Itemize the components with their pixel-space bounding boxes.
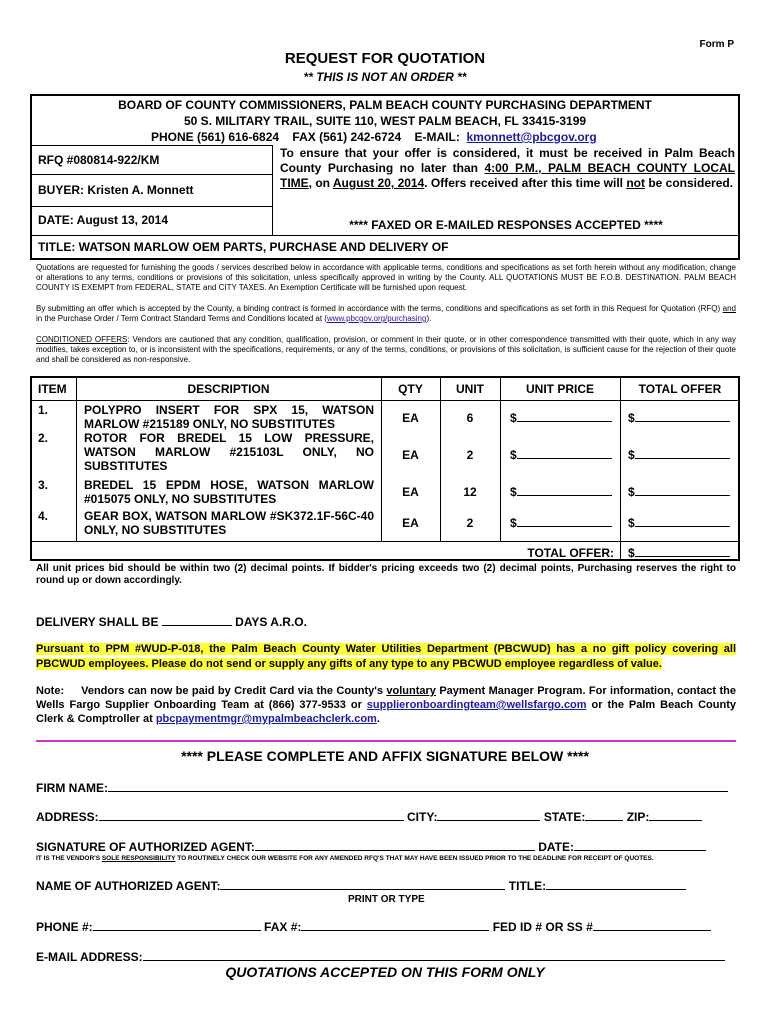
table-row-qty: EA <box>402 485 419 499</box>
divider <box>30 206 272 207</box>
rfq-number: RFQ #080814-922/KM <box>38 153 160 167</box>
total-offer-input[interactable]: $ <box>628 448 730 462</box>
col-divider <box>500 376 501 541</box>
rfq-title: TITLE: WATSON MARLOW OEM PARTS, PURCHASE AND DELIVERY OF <box>38 240 449 254</box>
header-unit-price: UNIT PRICE <box>525 382 594 396</box>
col-divider <box>76 376 77 541</box>
header-qty: QTY <box>398 382 423 396</box>
table-row-item: 2. <box>38 431 49 445</box>
email-address-field[interactable]: E-MAIL ADDRESS: <box>36 950 725 964</box>
not-an-order-subtitle: ** THIS IS NOT AN ORDER ** <box>303 70 467 84</box>
fax-field[interactable]: FAX #: <box>264 920 302 934</box>
phone-field[interactable]: PHONE #: FAX #: FED ID # OR SS # <box>36 920 711 934</box>
table-row-item: 1. <box>38 403 49 417</box>
form-label: Form P <box>699 39 734 50</box>
table-row-description: BREDEL 15 EPDM HOSE, WATSON MARLOW #015075 ONLY, NO SUBSTITUTES <box>84 478 374 506</box>
contract-paragraph: By submitting an offer which is accepted by the County, a binding contract is formed in accordance with the terms, conditions and specifications as set forth in this Request for Quotation (RFQ) and in the Purchase Order / Term Contract Standard Terms and Conditions located at (www.pbcgov.org/purchasing). <box>36 304 736 323</box>
rfq-date: DATE: August 13, 2014 <box>38 213 169 227</box>
title-field[interactable]: TITLE: <box>508 879 547 893</box>
email-link[interactable]: kmonnett@pbcgov.org <box>466 130 597 144</box>
unit-price-input[interactable]: $ <box>510 411 612 425</box>
email-label: E-MAIL: <box>414 130 460 144</box>
table-row-unit: 2 <box>466 516 474 530</box>
signature-heading: **** PLEASE COMPLETE AND AFFIX SIGNATURE BELOW **** <box>181 748 589 764</box>
vendor-responsibility-note: IT IS THE VENDOR'S SOLE RESPONSIBILITY TO ROUTINELY CHECK OUR WEBSITE FOR ANY AMENDED RFQ'S THAT MAY HAVE BEEN ISSUED PRIOR TO THE DEADLINE FOR RECEIPT OF QUOTES. <box>36 855 654 862</box>
terms-paragraph: Quotations are requested for furnishing the goods / services described below in accordance with applicable terms, conditions and specifications as set forth herein without any modification, change or alterations to any terms, conditions or provisions of this solicitation, unless specifically approved in writing by the County. ALL QUOTATIONS MUST BE F.O.B. DESTINATION. PALM BEACH COUNTY IS EXEMPT from FEDERAL, STATE and CITY TAXES. An Exemption Certificate will be furnished upon request. <box>36 263 736 292</box>
header-description: DESCRIPTION <box>187 382 270 396</box>
address-field[interactable]: ADDRESS: CITY: STATE: ZIP: <box>36 810 702 824</box>
table-row-description: GEAR BOX, WATSON MARLOW #SK372.1F-56C-40 ONLY, NO SUBSTITUTES <box>84 509 374 537</box>
faxed-accepted: **** FAXED OR E-MAILED RESPONSES ACCEPTED **** <box>349 218 663 232</box>
print-or-type-label: PRINT OR TYPE <box>348 894 425 905</box>
section-rule <box>36 740 736 742</box>
table-row-qty: EA <box>402 411 419 425</box>
header-item: ITEM <box>38 382 67 396</box>
city-field[interactable]: CITY: <box>407 810 438 824</box>
divider <box>30 145 272 146</box>
total-offer-label: TOTAL OFFER: <box>527 546 614 560</box>
org-name: BOARD OF COUNTY COMMISSIONERS, PALM BEACH COUNTY PURCHASING DEPARTMENT <box>118 98 652 112</box>
unit-price-input[interactable]: $ <box>510 448 612 462</box>
fed-id-field[interactable]: FED ID # OR SS # <box>492 920 593 934</box>
purchasing-link[interactable]: www.pbcgov.org/purchasing <box>326 314 427 323</box>
table-header-divider <box>30 400 740 401</box>
zip-field[interactable]: ZIP: <box>626 810 650 824</box>
total-offer-input[interactable]: $ <box>628 485 730 499</box>
divider <box>30 174 272 175</box>
signature-field[interactable]: SIGNATURE OF AUTHORIZED AGENT: DATE: <box>36 840 706 854</box>
buyer-name: BUYER: Kristen A. Monnett <box>38 183 194 197</box>
table-row-item: 3. <box>38 478 49 492</box>
fax-text: FAX (561) 242-6724 <box>292 130 402 144</box>
deadline-notice: To ensure that your offer is considered, it must be received in Palm Beach County Purchasing no later than 4:00 P.M., PALM BEACH COUNTY LOCAL TIME, on August 20, 2014. Offers received after this time will not be considered. <box>280 146 735 190</box>
org-address: 50 S. MILITARY TRAIL, SUITE 110, WEST PALM BEACH, FL 33415-3199 <box>183 114 587 128</box>
table-row-qty: EA <box>402 516 419 530</box>
total-offer-input[interactable]: $ <box>628 516 730 530</box>
grand-total-input[interactable]: $ <box>628 546 730 560</box>
table-row-description: ROTOR FOR BREDEL 15 LOW PRESSURE, WATSON MARLOW #215103L ONLY, NO SUBSTITUTES <box>84 431 374 473</box>
table-row-item: 4. <box>38 509 49 523</box>
delivery-days-input[interactable] <box>162 625 232 626</box>
table-row-qty: EA <box>402 448 419 462</box>
agent-name-field[interactable]: NAME OF AUTHORIZED AGENT: TITLE: <box>36 879 686 893</box>
divider <box>30 235 740 236</box>
delivery-line: DELIVERY SHALL BE DAYS A.R.O. <box>36 615 307 629</box>
header-total-offer: TOTAL OFFER <box>638 382 722 396</box>
conditioned-offers-paragraph: CONDITIONED OFFERS: Vendors are cautioned that any condition, qualification, provision, or comment in their quote, or in other correspondence transmitted with their quote, which in any way modifies, takes exception to, or is inconsistent with the specifications, requirements, or any of the terms, conditions, or provisions of this solicitation, is sufficient cause for the rejection of their quote and shall be considered as non-responsive. <box>36 335 736 364</box>
gift-policy: Pursuant to PPM #WUD-P-018, the Palm Beach County Water Utilities Department (PBCWUD) has a no gift policy covering all PBCWUD employees. Please do not send or supply any gifts of any type to any PBCWUD employee regardless of value. <box>36 643 736 670</box>
table-row-description: POLYPRO INSERT FOR SPX 15, WATSON MARLOW #215189 ONLY, NO SUBSTITUTES <box>84 403 374 431</box>
footer-note: QUOTATIONS ACCEPTED ON THIS FORM ONLY <box>225 964 545 980</box>
table-row-unit: 12 <box>463 485 477 499</box>
wellsfargo-email-link[interactable]: supplieronboardingteam@wellsfargo.com <box>366 699 587 711</box>
unit-price-input[interactable]: $ <box>510 485 612 499</box>
payment-note: Note: Vendors can now be paid by Credit Card via the County's voluntary Payment Manager Program. For information, contact the Wells Fargo Supplier Onboarding Team at (866) 377-9533 or supplieronboardingteam@wellsfargo.com or the Palm Beach County Clerk & Comptroller at pbcpaymentmgr@mypalmbeachclerk.com. <box>36 685 736 725</box>
unit-price-input[interactable]: $ <box>510 516 612 530</box>
table-row-unit: 6 <box>466 411 474 425</box>
total-offer-input[interactable]: $ <box>628 411 730 425</box>
table-row-unit: 2 <box>466 448 474 462</box>
phone-text: PHONE (561) 616-6824 <box>151 130 280 144</box>
decimal-note: All unit prices bid should be within two (2) decimal points. If bidder's pricing exceeds two (2) decimal points, Purchasing reserves the right to round up or down accordingly. <box>36 563 736 586</box>
col-divider <box>620 376 621 561</box>
table-footer-divider <box>30 541 740 542</box>
firm-name-field[interactable]: FIRM NAME: <box>36 781 728 795</box>
clerk-email-link[interactable]: pbcpaymentmgr@mypalmbeachclerk.com <box>155 713 377 725</box>
page-title: REQUEST FOR QUOTATION <box>284 50 486 67</box>
header-unit: UNIT <box>456 382 484 396</box>
contact-line <box>151 130 597 144</box>
date-field[interactable]: DATE: <box>538 840 575 854</box>
state-field[interactable]: STATE: <box>543 810 586 824</box>
